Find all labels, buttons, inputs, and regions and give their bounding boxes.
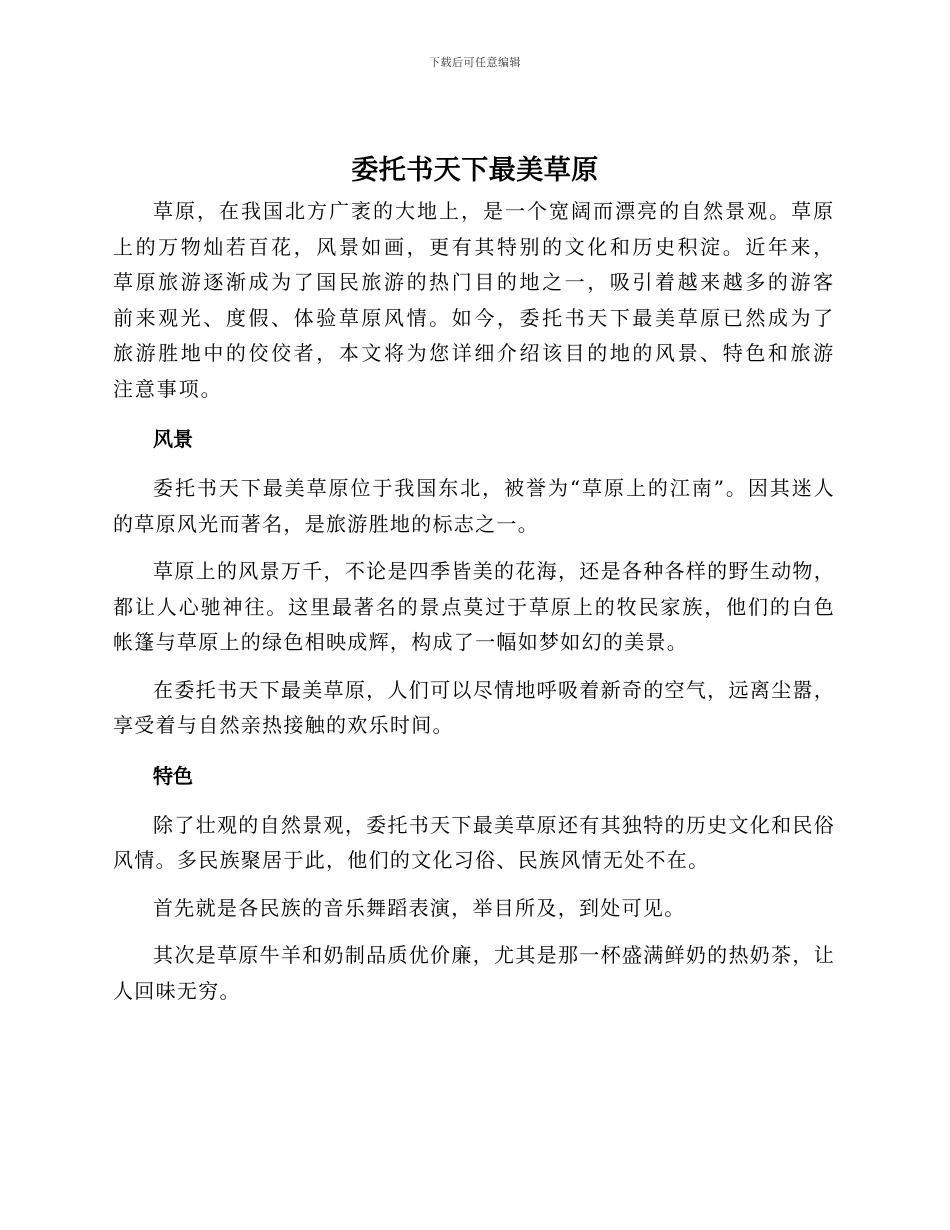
section-heading-scenery: 风景	[153, 427, 193, 451]
document-body	[113, 194, 835, 1021]
scenery-paragraph-1: 委托书天下最美草原位于我国东北，被誉为“草原上的江南”。因其迷人的草原风光而著名，是旅游胜地的标志之一。	[113, 476, 835, 536]
header-note: 下载后可任意编辑	[429, 56, 521, 69]
features-paragraph-3: 其次是草原牛羊和奶制品质优价廉，尤其是那一杯盛满鲜奶的热奶茶，让人回味无穷。	[113, 943, 835, 1003]
section-heading-features: 特色	[153, 763, 193, 788]
intro-paragraph: 草原，在我国北方广袤的大地上，是一个宽阔而漂亮的自然景观。草原上的万物灿若百花，风景如画，更有其特别的文化和历史积淀。近年来，草原旅游逐渐成为了国民旅游的热门目的地之一，吸引着越来越多的游客前来观光、度假、体验草原风情。如今，委托书天下最美草原已然成为了旅游胜地中的佼佼者，本文将为您详细介绍该目的地的风景、特色和旅游注意事项。	[113, 199, 835, 401]
document-title: 委托书天下最美草原	[351, 155, 599, 186]
features-paragraph-1: 除了壮观的自然景观，委托书天下最美草原还有其独特的历史文化和民俗风情。多民族聚居于此，他们的文化习俗、民族风情无处不在。	[113, 812, 835, 872]
scenery-paragraph-3: 在委托书天下最美草原，人们可以尽情地呼吸着新奇的空气，远离尘嚣，享受着与自然亲热接触的欢乐时间。	[113, 677, 835, 737]
scenery-paragraph-2: 草原上的风景万千，不论是四季皆美的花海，还是各种各样的野生动物，都让人心驰神往。这里最著名的景点莫过于草原上的牧民家族，他们的白色帐篷与草原上的绿色相映成辉，构成了一幅如梦如幻的美景。	[113, 559, 835, 654]
features-paragraph-2: 首先就是各民族的音乐舞蹈表演，举目所及，到处可见。	[153, 895, 686, 920]
